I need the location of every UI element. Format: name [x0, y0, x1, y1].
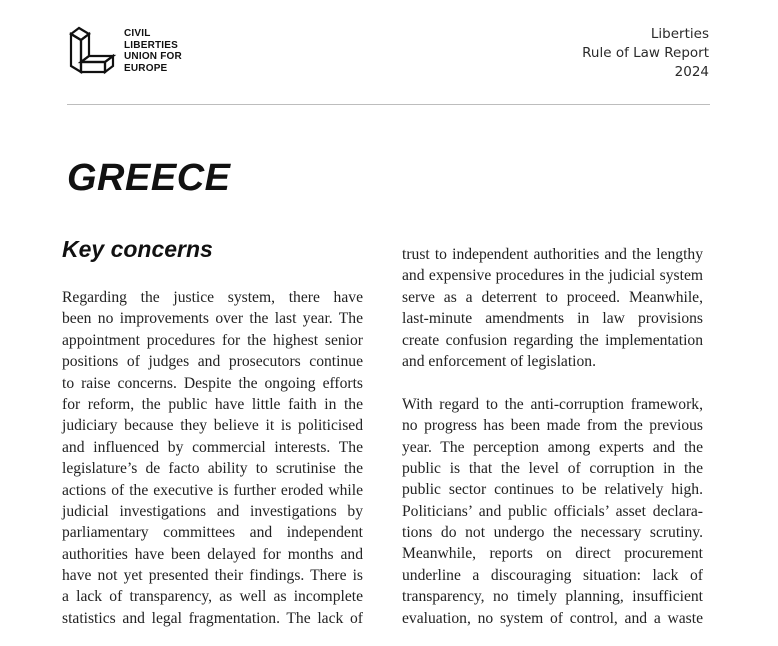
- text-line: and enforcement of legislation.: [402, 352, 596, 370]
- report-publisher: Liberties: [650, 26, 709, 42]
- text-line: transparency, no timely planning, insufficient: [402, 588, 703, 606]
- right-column: [402, 244, 703, 629]
- country-title: GREECE: [67, 157, 231, 199]
- text-line: actions of the executive is further eroded while: [62, 481, 363, 499]
- text-line: With regard to the anti-corruption framework,: [402, 395, 703, 413]
- logo-line: CIVIL: [124, 28, 151, 39]
- text-line: trust to independent authorities and the lengthy: [402, 246, 703, 263]
- text-line: appointment procedures for the highest senior: [62, 331, 363, 349]
- text-line: for reform, the public have little faith in the: [62, 395, 363, 413]
- text-line: to raise concerns. Despite the ongoing efforts: [62, 374, 363, 392]
- text-line: judicial investigations and investigations by: [62, 502, 363, 520]
- text-line: tions do not undergo the necessary scrutiny.: [402, 524, 703, 542]
- text-line: public is that the level of corruption in the: [402, 459, 703, 477]
- text-line: been no improvements over the last year. The: [62, 310, 363, 328]
- header-divider: [67, 104, 710, 105]
- text-line: evaluation, no system of control, and a waste: [402, 609, 703, 627]
- report-name: Rule of Law Report: [582, 45, 709, 61]
- left-column: [62, 287, 363, 629]
- text-line: and influenced by commercial interests. The: [62, 438, 363, 456]
- text-line: a lack of transparency, as well as incomplete: [62, 588, 363, 606]
- text-line: no progress has been made from the previous: [402, 417, 703, 435]
- text-line: underline a discouraging situation: lack of: [402, 566, 703, 584]
- text-line: positions of judges and prosecutors continue: [62, 353, 363, 371]
- liberties-logo-icon: [67, 26, 117, 76]
- text-line: have not yet presented their findings. There is: [62, 567, 363, 585]
- logo-line: UNION FOR: [124, 51, 182, 62]
- text-line: create confusion regarding the implementation: [402, 331, 703, 349]
- logo-line: EUROPE: [124, 62, 168, 74]
- text-line: Meanwhile, reports on direct procurement: [402, 545, 703, 563]
- text-line: authorities have been delayed for months and: [62, 545, 363, 563]
- section-heading: Key concerns: [62, 236, 213, 262]
- text-line: last-minute amendments in law provisions: [402, 310, 703, 328]
- civil-liberties-union-logo: [67, 26, 182, 76]
- text-line: and expensive procedures in the judicial system: [402, 267, 703, 285]
- paragraph-gap: [402, 372, 703, 393]
- text-line: parliamentary committees and independent: [62, 524, 363, 542]
- text-line: year. The perception among experts and the: [402, 438, 703, 456]
- logo-line: LIBERTIES: [124, 39, 179, 51]
- logo-wordmark: [124, 28, 182, 74]
- text-line: Regarding the justice system, there have: [62, 289, 363, 306]
- text-line: legislature’s de facto ability to scrutinise the: [62, 460, 363, 478]
- report-year: 2024: [674, 64, 709, 80]
- text-line: serve as a deterrent to proceed. Meanwhile,: [402, 288, 703, 306]
- text-line: judiciary because they believe it is politicised: [62, 417, 363, 435]
- report-meta: [582, 25, 709, 82]
- text-line: Politicians’ and public officials’ asset declara-: [402, 502, 703, 520]
- text-line: statistics and legal fragmentation. The lack of: [62, 609, 363, 627]
- text-line: public sector continues to be relatively high.: [402, 481, 703, 499]
